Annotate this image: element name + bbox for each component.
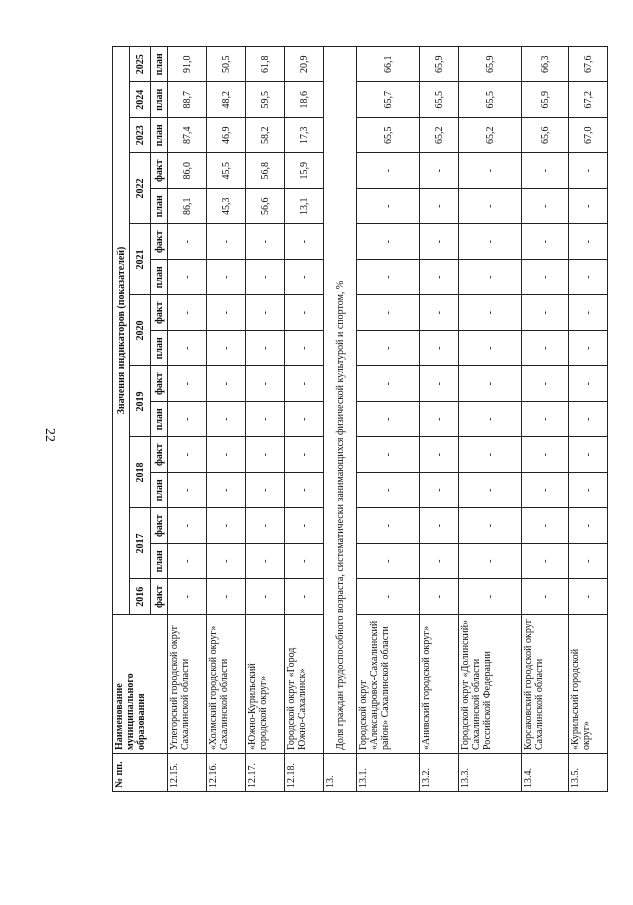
row-number: 12.15. xyxy=(168,754,207,792)
row-name: Городской округ «Александровск-Сахалинский район» Сахалинской области xyxy=(357,615,420,754)
table-row xyxy=(459,47,522,792)
cell: - xyxy=(168,366,207,402)
row-name: Корсаковский городской округ Сахалинской области xyxy=(522,615,569,754)
row-number: 12.18. xyxy=(285,754,324,792)
cell: - xyxy=(522,295,569,331)
cell: - xyxy=(285,224,324,260)
cell: 48,2 xyxy=(207,82,246,118)
cell: - xyxy=(357,402,420,438)
cell: - xyxy=(420,189,459,225)
sub-header: факт xyxy=(151,437,168,473)
cell: - xyxy=(168,508,207,544)
cell: 65,2 xyxy=(459,118,522,154)
cell: - xyxy=(168,331,207,367)
cell: 91,0 xyxy=(168,47,207,83)
cell: - xyxy=(420,402,459,438)
year-header: 2019 xyxy=(130,366,151,437)
row-number: 12.17. xyxy=(246,754,285,792)
cell: 45,3 xyxy=(207,189,246,225)
sub-header: факт xyxy=(151,295,168,331)
cell: - xyxy=(168,402,207,438)
cell: 65,9 xyxy=(459,47,522,83)
sub-header: план xyxy=(151,544,168,580)
cell: 65,9 xyxy=(522,82,569,118)
cell: - xyxy=(285,331,324,367)
cell: 65,9 xyxy=(420,47,459,83)
cell: - xyxy=(420,295,459,331)
cell: - xyxy=(246,260,285,296)
cell: 50,5 xyxy=(207,47,246,83)
cell: - xyxy=(246,224,285,260)
cell: - xyxy=(420,473,459,509)
cell: 18,6 xyxy=(285,82,324,118)
cell: 66,3 xyxy=(522,47,569,83)
cell: - xyxy=(246,437,285,473)
cell: - xyxy=(357,544,420,580)
cell: - xyxy=(420,153,459,189)
cell: 65,6 xyxy=(522,118,569,154)
cell: - xyxy=(285,508,324,544)
cell: 86,1 xyxy=(168,189,207,225)
cell: - xyxy=(285,366,324,402)
cell: - xyxy=(459,402,522,438)
cell: - xyxy=(522,366,569,402)
cell: - xyxy=(522,579,569,615)
cell: - xyxy=(420,437,459,473)
row-name: «Южно-Курильский городской округ» xyxy=(246,615,285,754)
cell: - xyxy=(522,437,569,473)
cell: - xyxy=(246,473,285,509)
year-header: 2020 xyxy=(130,295,151,366)
cell: - xyxy=(522,402,569,438)
cell: - xyxy=(285,579,324,615)
row-number: 13.1. xyxy=(357,754,420,792)
section-number: 13. xyxy=(324,754,357,792)
cell: - xyxy=(459,260,522,296)
cell: - xyxy=(569,579,608,615)
table-row xyxy=(285,47,324,792)
cell: - xyxy=(357,508,420,544)
cell: - xyxy=(522,153,569,189)
cell: - xyxy=(459,473,522,509)
cell: - xyxy=(207,544,246,580)
cell: 86,0 xyxy=(168,153,207,189)
cell: - xyxy=(569,402,608,438)
header-indicators: Значения индикаторов (показателей) xyxy=(113,47,130,615)
header-num: № пп. xyxy=(113,754,168,792)
year-header: 2024 xyxy=(130,82,151,118)
cell: 65,2 xyxy=(420,118,459,154)
section-row xyxy=(324,47,357,792)
cell: - xyxy=(207,508,246,544)
cell: - xyxy=(357,260,420,296)
cell: - xyxy=(459,579,522,615)
cell: - xyxy=(569,260,608,296)
cell: 67,2 xyxy=(569,82,608,118)
cell: - xyxy=(459,437,522,473)
row-name: Городской округ «Город Южно-Сахалинск» xyxy=(285,615,324,754)
sub-header: факт xyxy=(151,508,168,544)
cell: - xyxy=(459,189,522,225)
table-row xyxy=(207,47,246,792)
cell: - xyxy=(357,437,420,473)
cell: - xyxy=(569,508,608,544)
year-header: 2022 xyxy=(130,153,151,224)
cell: - xyxy=(357,224,420,260)
sub-header: факт xyxy=(151,579,168,615)
cell: - xyxy=(168,544,207,580)
year-header: 2023 xyxy=(130,118,151,154)
cell: 46,9 xyxy=(207,118,246,154)
sub-header: план xyxy=(151,118,168,154)
table-row xyxy=(246,47,285,792)
cell: - xyxy=(285,402,324,438)
cell: 13,1 xyxy=(285,189,324,225)
sub-header: план xyxy=(151,473,168,509)
cell: 56,6 xyxy=(246,189,285,225)
row-name: «Анивский городской округ» xyxy=(420,615,459,754)
row-number: 13.3. xyxy=(459,754,522,792)
cell: - xyxy=(357,579,420,615)
cell: 67,0 xyxy=(569,118,608,154)
cell: - xyxy=(246,402,285,438)
header-name: Наименование муниципального образования xyxy=(113,615,168,754)
cell: - xyxy=(357,295,420,331)
year-header: 2025 xyxy=(130,47,151,83)
row-name: Городской округ «Долинский» Сахалинской области Российской Федерации xyxy=(459,615,522,754)
cell: 65,5 xyxy=(420,82,459,118)
cell: - xyxy=(459,508,522,544)
cell: - xyxy=(420,331,459,367)
cell: - xyxy=(207,331,246,367)
year-header: 2017 xyxy=(130,508,151,579)
cell: - xyxy=(569,544,608,580)
sub-header: план xyxy=(151,47,168,83)
cell: - xyxy=(246,366,285,402)
sub-header: план xyxy=(151,402,168,438)
cell: - xyxy=(207,402,246,438)
table-row xyxy=(168,47,207,792)
sub-header: план xyxy=(151,189,168,225)
cell: - xyxy=(285,295,324,331)
sub-header: факт xyxy=(151,153,168,189)
cell: - xyxy=(207,295,246,331)
table-row xyxy=(522,47,569,792)
cell: - xyxy=(207,473,246,509)
cell: - xyxy=(207,437,246,473)
cell: - xyxy=(459,295,522,331)
cell: - xyxy=(459,224,522,260)
cell: - xyxy=(459,366,522,402)
year-header: 2021 xyxy=(130,224,151,295)
cell: - xyxy=(420,508,459,544)
cell: - xyxy=(459,153,522,189)
cell: - xyxy=(569,224,608,260)
cell: 66,1 xyxy=(357,47,420,83)
cell: 65,7 xyxy=(357,82,420,118)
cell: 59,5 xyxy=(246,82,285,118)
cell: - xyxy=(420,544,459,580)
indicators-table xyxy=(112,46,608,792)
cell: - xyxy=(168,579,207,615)
cell: - xyxy=(246,508,285,544)
cell: - xyxy=(168,437,207,473)
cell: - xyxy=(246,579,285,615)
cell: 56,8 xyxy=(246,153,285,189)
sub-header: факт xyxy=(151,366,168,402)
cell: - xyxy=(285,544,324,580)
cell: - xyxy=(569,331,608,367)
cell: - xyxy=(168,260,207,296)
sub-header: план xyxy=(151,82,168,118)
cell: - xyxy=(420,224,459,260)
cell: - xyxy=(285,437,324,473)
year-header: 2016 xyxy=(130,579,151,615)
cell: 61,8 xyxy=(246,47,285,83)
sub-header: план xyxy=(151,331,168,367)
cell: - xyxy=(246,331,285,367)
cell: - xyxy=(168,473,207,509)
cell: - xyxy=(569,189,608,225)
cell: - xyxy=(569,473,608,509)
cell: - xyxy=(459,331,522,367)
cell: - xyxy=(357,473,420,509)
row-name: «Курильский городской округ» xyxy=(569,615,608,754)
row-name: «Холмский городской округ» Сахалинской области xyxy=(207,615,246,754)
page-number: 22 xyxy=(42,428,57,442)
cell: - xyxy=(207,579,246,615)
cell: - xyxy=(522,544,569,580)
cell: 67,6 xyxy=(569,47,608,83)
cell: - xyxy=(357,331,420,367)
cell: - xyxy=(522,224,569,260)
cell: - xyxy=(569,366,608,402)
cell: 88,7 xyxy=(168,82,207,118)
cell: - xyxy=(569,295,608,331)
cell: - xyxy=(357,153,420,189)
row-number: 13.4. xyxy=(522,754,569,792)
cell: 17,3 xyxy=(285,118,324,154)
cell: 45,5 xyxy=(207,153,246,189)
cell: - xyxy=(569,153,608,189)
table-row xyxy=(569,47,608,792)
cell: - xyxy=(522,331,569,367)
section-title: Доля граждан трудоспособного возраста, систематически занимающихся физической культурой и спортом, % xyxy=(324,47,357,754)
table-row xyxy=(420,47,459,792)
cell: - xyxy=(420,366,459,402)
table-row xyxy=(357,47,420,792)
sub-header: факт xyxy=(151,224,168,260)
cell: - xyxy=(522,189,569,225)
cell: - xyxy=(168,224,207,260)
cell: - xyxy=(285,260,324,296)
cell: 15,9 xyxy=(285,153,324,189)
cell: - xyxy=(357,366,420,402)
cell: - xyxy=(522,508,569,544)
cell: - xyxy=(420,260,459,296)
cell: 65,5 xyxy=(459,82,522,118)
cell: 20,9 xyxy=(285,47,324,83)
cell: - xyxy=(207,260,246,296)
cell: - xyxy=(285,473,324,509)
cell: - xyxy=(459,544,522,580)
cell: 58,2 xyxy=(246,118,285,154)
rotated-table-wrapper xyxy=(112,46,594,792)
row-name: Углегорский городской округ Сахалинской области xyxy=(168,615,207,754)
cell: - xyxy=(420,579,459,615)
sub-header: план xyxy=(151,260,168,296)
cell: - xyxy=(168,295,207,331)
row-number: 12.16. xyxy=(207,754,246,792)
cell: - xyxy=(357,189,420,225)
cell: - xyxy=(246,544,285,580)
cell: 65,5 xyxy=(357,118,420,154)
row-number: 13.5. xyxy=(569,754,608,792)
cell: - xyxy=(522,473,569,509)
cell: - xyxy=(246,295,285,331)
cell: 87,4 xyxy=(168,118,207,154)
cell: - xyxy=(207,366,246,402)
cell: - xyxy=(207,224,246,260)
cell: - xyxy=(522,260,569,296)
row-number: 13.2. xyxy=(420,754,459,792)
cell: - xyxy=(569,437,608,473)
year-header: 2018 xyxy=(130,437,151,508)
